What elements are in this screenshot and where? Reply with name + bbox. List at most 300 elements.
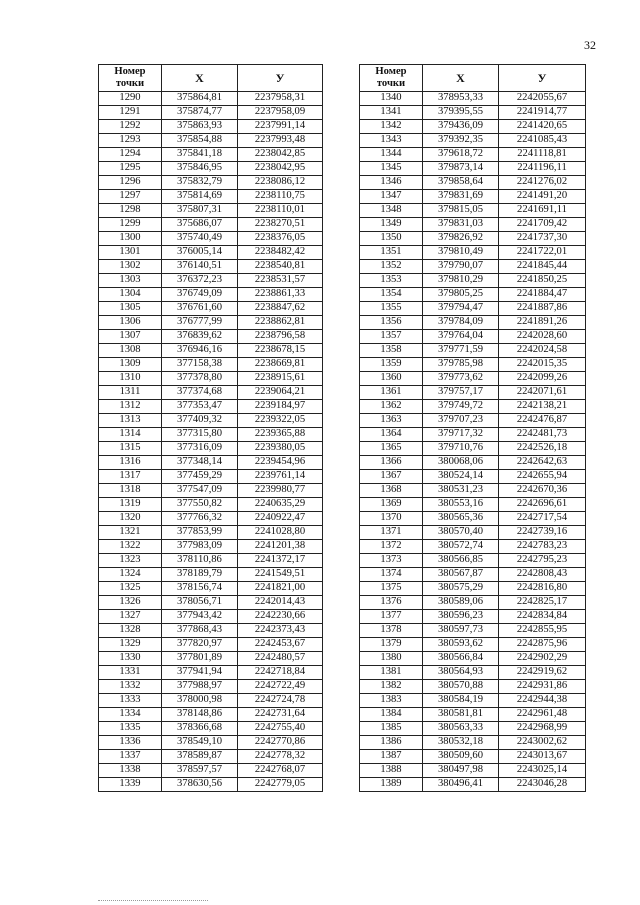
- table-row: [99, 540, 323, 554]
- cell-point-number: 1317: [99, 470, 162, 484]
- cell-y: 2242779,05: [238, 778, 323, 792]
- cell-x: 377353,47: [162, 400, 238, 414]
- table-row: [99, 190, 323, 204]
- cell-point-number: 1362: [360, 400, 423, 414]
- coordinates-table-left: [98, 64, 323, 792]
- cell-point-number: 1315: [99, 442, 162, 456]
- cell-y: 2238376,05: [238, 232, 323, 246]
- cell-y: 2238042,95: [238, 162, 323, 176]
- cell-point-number: 1379: [360, 638, 423, 652]
- cell-point-number: 1325: [99, 582, 162, 596]
- cell-point-number: 1314: [99, 428, 162, 442]
- cell-y: 2243025,14: [499, 764, 586, 778]
- cell-point-number: 1335: [99, 722, 162, 736]
- header-x: X: [423, 65, 499, 92]
- table-row: [99, 162, 323, 176]
- cell-point-number: 1339: [99, 778, 162, 792]
- cell-x: 378953,33: [423, 92, 499, 106]
- cell-point-number: 1371: [360, 526, 423, 540]
- header-y: У: [499, 65, 586, 92]
- cell-point-number: 1386: [360, 736, 423, 750]
- table-row: [360, 330, 586, 344]
- table-row: [99, 484, 323, 498]
- cell-y: 2242931,86: [499, 680, 586, 694]
- cell-point-number: 1336: [99, 736, 162, 750]
- cell-y: 2242642,63: [499, 456, 586, 470]
- table-row: [360, 736, 586, 750]
- cell-point-number: 1360: [360, 372, 423, 386]
- table-row: [99, 414, 323, 428]
- cell-point-number: 1331: [99, 666, 162, 680]
- cell-point-number: 1344: [360, 148, 423, 162]
- cell-x: 380584,19: [423, 694, 499, 708]
- table-row: [360, 176, 586, 190]
- cell-y: 2241691,11: [499, 204, 586, 218]
- cell-y: 2241491,20: [499, 190, 586, 204]
- cell-y: 2239365,88: [238, 428, 323, 442]
- cell-point-number: 1320: [99, 512, 162, 526]
- cell-x: 379717,32: [423, 428, 499, 442]
- cell-x: 379794,47: [423, 302, 499, 316]
- cell-y: 2242476,87: [499, 414, 586, 428]
- cell-y: 2242783,23: [499, 540, 586, 554]
- cell-point-number: 1324: [99, 568, 162, 582]
- cell-x: 378589,87: [162, 750, 238, 764]
- cell-y: 2241118,81: [499, 148, 586, 162]
- cell-x: 377820,97: [162, 638, 238, 652]
- table-row: [360, 666, 586, 680]
- cell-y: 2239064,21: [238, 386, 323, 400]
- cell-y: 2239322,05: [238, 414, 323, 428]
- cell-y: 2237958,31: [238, 92, 323, 106]
- table-row: [360, 470, 586, 484]
- page-number: 32: [584, 38, 596, 52]
- cell-y: 2241085,43: [499, 134, 586, 148]
- cell-y: 2242015,35: [499, 358, 586, 372]
- table-row: [99, 680, 323, 694]
- header-point-number: Номер точки: [360, 65, 423, 92]
- cell-x: 376005,14: [162, 246, 238, 260]
- table-row: [99, 764, 323, 778]
- cell-point-number: 1307: [99, 330, 162, 344]
- table-row: [360, 106, 586, 120]
- cell-point-number: 1337: [99, 750, 162, 764]
- cell-y: 2241201,38: [238, 540, 323, 554]
- cell-x: 380575,29: [423, 582, 499, 596]
- table-row: [360, 162, 586, 176]
- cell-x: 377853,99: [162, 526, 238, 540]
- table-row: [360, 442, 586, 456]
- table-row: [99, 694, 323, 708]
- cell-y: 2238086,12: [238, 176, 323, 190]
- table-row: [360, 512, 586, 526]
- cell-x: 379815,05: [423, 204, 499, 218]
- table-header-row: [360, 65, 586, 92]
- cell-x: 378189,79: [162, 568, 238, 582]
- table-row: [99, 92, 323, 106]
- cell-point-number: 1388: [360, 764, 423, 778]
- cell-x: 380593,62: [423, 638, 499, 652]
- cell-point-number: 1341: [360, 106, 423, 120]
- cell-y: 2241845,44: [499, 260, 586, 274]
- table-row: [360, 260, 586, 274]
- cell-x: 379707,23: [423, 414, 499, 428]
- cell-point-number: 1310: [99, 372, 162, 386]
- cell-y: 2241196,11: [499, 162, 586, 176]
- table-row: [360, 232, 586, 246]
- cell-x: 380566,84: [423, 652, 499, 666]
- cell-x: 380567,87: [423, 568, 499, 582]
- table-row: [99, 428, 323, 442]
- table-row: [360, 344, 586, 358]
- cell-point-number: 1365: [360, 442, 423, 456]
- cell-y: 2238042,85: [238, 148, 323, 162]
- cell-x: 378597,57: [162, 764, 238, 778]
- table-row: [360, 596, 586, 610]
- cell-y: 2238110,75: [238, 190, 323, 204]
- cell-y: 2242480,57: [238, 652, 323, 666]
- cell-x: 380566,85: [423, 554, 499, 568]
- table-row: [360, 568, 586, 582]
- cell-y: 2241028,80: [238, 526, 323, 540]
- table-row: [360, 372, 586, 386]
- cell-x: 378156,74: [162, 582, 238, 596]
- table-row: [360, 218, 586, 232]
- table-row: [99, 260, 323, 274]
- cell-point-number: 1290: [99, 92, 162, 106]
- cell-y: 2243046,28: [499, 778, 586, 792]
- cell-x: 377378,80: [162, 372, 238, 386]
- table-row: [99, 204, 323, 218]
- cell-point-number: 1355: [360, 302, 423, 316]
- cell-y: 2242875,96: [499, 638, 586, 652]
- cell-x: 380497,98: [423, 764, 499, 778]
- table-row: [360, 778, 586, 792]
- cell-x: 375740,49: [162, 232, 238, 246]
- cell-x: 376761,60: [162, 302, 238, 316]
- cell-point-number: 1347: [360, 190, 423, 204]
- cell-x: 376372,23: [162, 274, 238, 288]
- cell-point-number: 1301: [99, 246, 162, 260]
- table-row: [360, 764, 586, 778]
- table-row: [99, 246, 323, 260]
- cell-x: 379757,17: [423, 386, 499, 400]
- cell-y: 2239184,97: [238, 400, 323, 414]
- cell-x: 380565,36: [423, 512, 499, 526]
- cell-y: 2238678,15: [238, 344, 323, 358]
- table-row: [99, 498, 323, 512]
- cell-point-number: 1293: [99, 134, 162, 148]
- cell-point-number: 1291: [99, 106, 162, 120]
- cell-point-number: 1332: [99, 680, 162, 694]
- table-row: [99, 512, 323, 526]
- cell-x: 377988,97: [162, 680, 238, 694]
- cell-point-number: 1312: [99, 400, 162, 414]
- cell-x: 380532,18: [423, 736, 499, 750]
- cell-x: 376140,51: [162, 260, 238, 274]
- cell-y: 2239454,96: [238, 456, 323, 470]
- cell-x: 379771,59: [423, 344, 499, 358]
- cell-x: 380570,88: [423, 680, 499, 694]
- cell-y: 2242808,43: [499, 568, 586, 582]
- cell-x: 378630,56: [162, 778, 238, 792]
- cell-point-number: 1292: [99, 120, 162, 134]
- header-point-number: Номер точки: [99, 65, 162, 92]
- cell-x: 379764,04: [423, 330, 499, 344]
- cell-point-number: 1364: [360, 428, 423, 442]
- header-x: X: [162, 65, 238, 92]
- cell-y: 2239980,77: [238, 484, 323, 498]
- cell-point-number: 1300: [99, 232, 162, 246]
- cell-y: 2240635,29: [238, 498, 323, 512]
- cell-point-number: 1342: [360, 120, 423, 134]
- cell-y: 2242055,67: [499, 92, 586, 106]
- cell-x: 377547,09: [162, 484, 238, 498]
- cell-y: 2242825,17: [499, 596, 586, 610]
- cell-y: 2242099,26: [499, 372, 586, 386]
- table-row: [99, 400, 323, 414]
- cell-point-number: 1353: [360, 274, 423, 288]
- cell-x: 380589,06: [423, 596, 499, 610]
- cell-x: 375841,18: [162, 148, 238, 162]
- cell-x: 380531,23: [423, 484, 499, 498]
- cell-x: 375846,95: [162, 162, 238, 176]
- cell-point-number: 1318: [99, 484, 162, 498]
- cell-x: 375874,77: [162, 106, 238, 120]
- cell-x: 375686,07: [162, 218, 238, 232]
- table-row: [360, 204, 586, 218]
- table-row: [360, 358, 586, 372]
- table-row: [99, 666, 323, 680]
- cell-x: 380563,33: [423, 722, 499, 736]
- cell-x: 379785,98: [423, 358, 499, 372]
- cell-y: 2242028,60: [499, 330, 586, 344]
- table-row: [360, 624, 586, 638]
- cell-y: 2241709,42: [499, 218, 586, 232]
- cell-point-number: 1346: [360, 176, 423, 190]
- cell-y: 2242834,84: [499, 610, 586, 624]
- cell-point-number: 1383: [360, 694, 423, 708]
- cell-point-number: 1329: [99, 638, 162, 652]
- table-row: [99, 554, 323, 568]
- cell-point-number: 1316: [99, 456, 162, 470]
- cell-y: 2242768,07: [238, 764, 323, 778]
- cell-y: 2242778,32: [238, 750, 323, 764]
- cell-point-number: 1366: [360, 456, 423, 470]
- cell-y: 2242731,64: [238, 708, 323, 722]
- cell-y: 2242071,61: [499, 386, 586, 400]
- cell-y: 2238862,81: [238, 316, 323, 330]
- cell-point-number: 1356: [360, 316, 423, 330]
- cell-point-number: 1338: [99, 764, 162, 778]
- cell-y: 2238861,33: [238, 288, 323, 302]
- cell-point-number: 1297: [99, 190, 162, 204]
- cell-y: 2242755,40: [238, 722, 323, 736]
- cell-point-number: 1349: [360, 218, 423, 232]
- cell-y: 2237993,48: [238, 134, 323, 148]
- table-row: [360, 288, 586, 302]
- cell-x: 377459,29: [162, 470, 238, 484]
- table-row: [360, 680, 586, 694]
- cell-point-number: 1369: [360, 498, 423, 512]
- table-body-right: [360, 92, 586, 792]
- cell-y: 2238482,42: [238, 246, 323, 260]
- cell-point-number: 1363: [360, 414, 423, 428]
- cell-x: 377943,42: [162, 610, 238, 624]
- cell-point-number: 1343: [360, 134, 423, 148]
- cell-y: 2242481,73: [499, 428, 586, 442]
- table-row: [99, 344, 323, 358]
- cell-x: 380524,14: [423, 470, 499, 484]
- cell-point-number: 1298: [99, 204, 162, 218]
- cell-x: 375863,93: [162, 120, 238, 134]
- cell-point-number: 1299: [99, 218, 162, 232]
- cell-x: 380553,16: [423, 498, 499, 512]
- cell-y: 2241372,17: [238, 554, 323, 568]
- table-row: [360, 190, 586, 204]
- cell-x: 378148,86: [162, 708, 238, 722]
- table-header-row: [99, 65, 323, 92]
- cell-y: 2238531,57: [238, 274, 323, 288]
- table-row: [99, 274, 323, 288]
- cell-x: 379773,62: [423, 372, 499, 386]
- cell-y: 2242944,38: [499, 694, 586, 708]
- cell-y: 2238796,58: [238, 330, 323, 344]
- table-row: [360, 386, 586, 400]
- cell-point-number: 1309: [99, 358, 162, 372]
- cell-x: 375807,31: [162, 204, 238, 218]
- cell-x: 375854,88: [162, 134, 238, 148]
- table-row: [99, 582, 323, 596]
- cell-x: 377550,82: [162, 498, 238, 512]
- cell-y: 2241276,02: [499, 176, 586, 190]
- cell-point-number: 1384: [360, 708, 423, 722]
- cell-y: 2242968,99: [499, 722, 586, 736]
- cell-y: 2241821,00: [238, 582, 323, 596]
- cell-y: 2240922,47: [238, 512, 323, 526]
- table-row: [99, 750, 323, 764]
- cell-point-number: 1357: [360, 330, 423, 344]
- cell-x: 378366,68: [162, 722, 238, 736]
- cell-point-number: 1330: [99, 652, 162, 666]
- cell-point-number: 1389: [360, 778, 423, 792]
- table-row: [99, 638, 323, 652]
- table-row: [99, 624, 323, 638]
- cell-y: 2242670,36: [499, 484, 586, 498]
- cell-point-number: 1372: [360, 540, 423, 554]
- table-row: [99, 176, 323, 190]
- cell-point-number: 1378: [360, 624, 423, 638]
- cell-point-number: 1370: [360, 512, 423, 526]
- table-row: [99, 330, 323, 344]
- cell-y: 2242724,78: [238, 694, 323, 708]
- cell-y: 2241722,01: [499, 246, 586, 260]
- table-row: [360, 694, 586, 708]
- cell-x: 378056,71: [162, 596, 238, 610]
- cell-point-number: 1328: [99, 624, 162, 638]
- table-row: [360, 638, 586, 652]
- cell-y: 2242024,58: [499, 344, 586, 358]
- cell-y: 2242014,43: [238, 596, 323, 610]
- cell-point-number: 1327: [99, 610, 162, 624]
- cell-y: 2243002,62: [499, 736, 586, 750]
- table-row: [99, 106, 323, 120]
- table-row: [360, 120, 586, 134]
- cell-y: 2241549,51: [238, 568, 323, 582]
- cell-x: 380597,73: [423, 624, 499, 638]
- table-row: [360, 246, 586, 260]
- table-row: [99, 610, 323, 624]
- table-body-left: [99, 92, 323, 792]
- cell-x: 377374,68: [162, 386, 238, 400]
- cell-point-number: 1358: [360, 344, 423, 358]
- table-row: [360, 302, 586, 316]
- cell-point-number: 1385: [360, 722, 423, 736]
- cell-y: 2242795,23: [499, 554, 586, 568]
- cell-y: 2241737,30: [499, 232, 586, 246]
- table-row: [99, 134, 323, 148]
- cell-y: 2238915,61: [238, 372, 323, 386]
- table-row: [360, 582, 586, 596]
- cell-x: 377868,43: [162, 624, 238, 638]
- cell-point-number: 1377: [360, 610, 423, 624]
- cell-y: 2242722,49: [238, 680, 323, 694]
- cell-y: 2239761,14: [238, 470, 323, 484]
- table-row: [360, 498, 586, 512]
- table-row: [360, 526, 586, 540]
- table-row: [360, 428, 586, 442]
- cell-point-number: 1313: [99, 414, 162, 428]
- cell-x: 378110,86: [162, 554, 238, 568]
- table-row: [360, 554, 586, 568]
- cell-x: 379831,69: [423, 190, 499, 204]
- cell-x: 379618,72: [423, 148, 499, 162]
- table-row: [99, 316, 323, 330]
- table-row: [99, 288, 323, 302]
- cell-y: 2242526,18: [499, 442, 586, 456]
- cell-x: 380496,41: [423, 778, 499, 792]
- cell-point-number: 1326: [99, 596, 162, 610]
- cell-point-number: 1322: [99, 540, 162, 554]
- table-row: [99, 596, 323, 610]
- cell-x: 378549,10: [162, 736, 238, 750]
- cell-point-number: 1334: [99, 708, 162, 722]
- table-row: [99, 358, 323, 372]
- cell-point-number: 1294: [99, 148, 162, 162]
- cell-x: 377348,14: [162, 456, 238, 470]
- table-row: [360, 414, 586, 428]
- cell-y: 2237958,09: [238, 106, 323, 120]
- cell-point-number: 1296: [99, 176, 162, 190]
- cell-x: 377983,09: [162, 540, 238, 554]
- cell-y: 2242816,80: [499, 582, 586, 596]
- table-row: [360, 750, 586, 764]
- cell-point-number: 1302: [99, 260, 162, 274]
- cell-y: 2242230,66: [238, 610, 323, 624]
- table-row: [360, 456, 586, 470]
- cell-point-number: 1381: [360, 666, 423, 680]
- cell-point-number: 1373: [360, 554, 423, 568]
- cell-x: 377316,09: [162, 442, 238, 456]
- cell-x: 379784,09: [423, 316, 499, 330]
- cell-x: 379710,76: [423, 442, 499, 456]
- cell-y: 2241420,65: [499, 120, 586, 134]
- cell-point-number: 1321: [99, 526, 162, 540]
- cell-x: 377941,94: [162, 666, 238, 680]
- cell-y: 2242373,43: [238, 624, 323, 638]
- cell-y: 2242717,54: [499, 512, 586, 526]
- cell-x: 379749,72: [423, 400, 499, 414]
